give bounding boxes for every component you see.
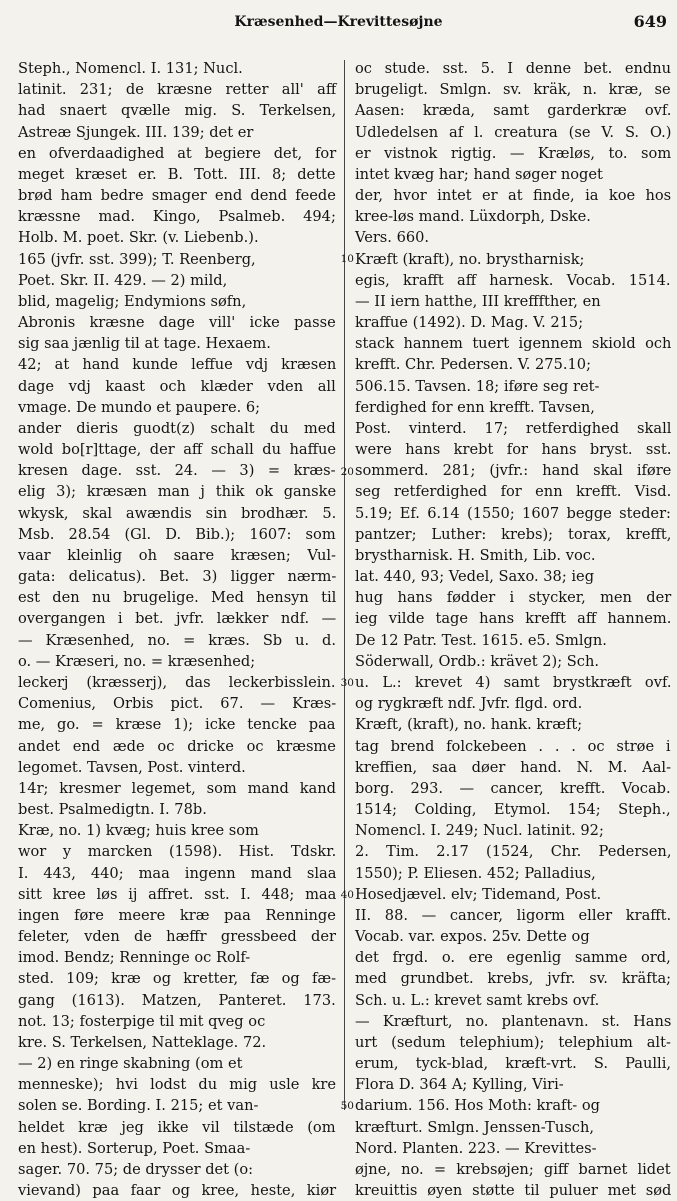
text-line: kresen dage. sst. 24. — 3) = kræs- [18,462,336,480]
text-line: meget kræset er. B. Tott. III. 8; dette [18,165,336,183]
text-line: Söderwall, Ordb.: krävet 2); Sch. [355,652,600,670]
text-line: tag brend folckebeen . . . oc strøe i [355,737,671,755]
text-line: kreuittis øyen støtte til puluer met sød [355,1182,672,1200]
text-line: erum, tyck-blad, kræft-vrt. S. Paulli, [355,1055,672,1073]
text-line: ingen føre meere kræ paa Renninge [18,906,336,924]
text-line: o. — Kræseri, no. = kræsenhed; [18,652,256,670]
text-line: vaar kleinlig oh saare kræsen; Vul- [18,546,336,564]
text-line: darium. 156. Hos Moth: kraft- og [355,1097,601,1115]
text-line: kræfturt. Smlgn. Jenssen-Tusch, [355,1118,594,1136]
text-line: — II iern hatthe, III krefffther, en [355,292,601,310]
text-line: — 2) en ringe skabning (om et [18,1055,243,1073]
text-line: er vistnok rigtig. — Kræløs, to. som [355,144,672,162]
text-line: 506.15. Tavsen. 18; iføre seg ret- [355,377,600,395]
text-line: 165 (jvfr. sst. 399); T. Reenberg, [18,250,256,268]
text-line: seg retferdighed for enn krefft. Visd. [355,483,672,501]
text-line: intet kvæg har; hand søger noget [355,165,603,183]
text-line: wold bo[r]ttage, der aff schall du haffue [18,441,337,459]
text-line: were hans krebt for hans bryst. sst. [355,441,672,459]
text-line: 1514; Colding, Etymol. 154; Steph., [355,801,671,819]
text-line: det frgd. o. ere egenlig samme ord, [355,949,671,967]
text-line: Astreæ Sjungek. III. 139; det er [18,123,254,141]
text-line: egis, krafft aff harnesk. Vocab. 1514. [355,271,671,289]
text-line: gang (1613). Matzen, Panteret. 173. [18,991,336,1009]
text-line: pantzer; Luther: krebs); torax, krefft, [355,525,672,543]
text-line: est den nu brugelige. Med hensyn til [18,589,337,607]
line-marker-10: 10 [340,253,354,265]
text-line: — Kræfturt, no. plantenavn. st. Hans [355,1012,672,1030]
text-line: u. L.: krevet 4) samt brystkræft ovf. [355,673,672,691]
text-line: 2. Tim. 2.17 (1524, Chr. Pedersen, [355,843,672,861]
text-line: blid, magelig; Endymions søfn, [18,292,247,310]
text-line: 14r; kresmer legemet, som mand kand [18,779,336,797]
column-divider [344,60,345,1110]
text-line: Hosedjævel. elv; Tidemand, Post. [355,885,602,903]
text-line: me, go. = kræse 1); icke tencke paa [18,716,336,734]
text-line: Holb. M. poet. Skr. (v. Liebenb.). [18,229,259,247]
text-line: I. 443, 440; maa ingenn mand slaa [18,864,337,882]
text-line: leckerj (kræsserj), das leckerbisslein. [18,673,336,691]
text-line: imod. Bendz; Renninge oc Rolf- [18,949,251,967]
line-marker-40: 40 [340,889,354,901]
text-line: en ofverdaadighed at begiere det, for [18,144,337,162]
text-line: Post. vinterd. 17; retferdighed skall [355,419,672,437]
text-line: legomet. Tavsen, Post. vinterd. [18,758,246,776]
text-line: hug hans fødder i stycker, men der [355,589,672,607]
text-line: kre. S. Terkelsen, Natteklage. 72. [18,1033,267,1051]
text-line: brød ham bedre smager end dend feede [18,187,336,205]
text-line: Nomencl. I. 249; Nucl. latinit. 92; [355,822,604,840]
text-line: kraffue (1492). D. Mag. V. 215; [355,314,584,332]
text-line: 42; at hand kunde leffue vdj kræsen [18,356,337,374]
text-line: best. Psalmedigtn. I. 78b. [18,801,207,819]
text-line: elig 3); kræsæn man j thik ok ganske [18,483,337,501]
line-marker-30: 30 [340,677,354,689]
text-line: lat. 440, 93; Vedel, Saxo. 38; ieg [355,568,595,586]
text-line: Abronis kræsne dage vill' icke passe [18,314,336,332]
text-line: brugeligt. Smlgn. sv. kräk, n. kræ, se [355,81,671,99]
text-line: latinit. 231; de kræsne retter all' aff [18,81,337,99]
text-line: brystharnisk. H. Smith, Lib. voc. [355,546,596,564]
text-line: Aasen: kræda, samt garderkræ ovf. [355,102,672,120]
text-line: Nord. Planten. 223. — Krevittes- [355,1139,597,1157]
text-line: kreffien, saa døer hand. N. M. Aal- [355,758,672,776]
text-line: — Kræsenhed, no. = kræs. Sb u. d. [18,631,337,649]
text-line: II. 88. — cancer, ligorm eller krafft. [355,906,672,924]
text-line: stack hannem tuert igennem skiold och [355,335,672,353]
text-line: sager. 70. 75; de drysser det (o: [18,1160,254,1178]
text-line: ferdighed for enn krefft. Tavsen, [355,398,595,416]
text-line: vmage. De mundo et paupere. 6; [18,398,261,416]
text-line: not. 13; fosterpige til mit qveg oc [18,1012,266,1030]
text-line: andet end æde oc dricke oc kræsme [18,737,336,755]
text-line: og rygkræft ndf. Jvfr. flgd. ord. [355,695,583,713]
text-line: gata: delicatus). Bet. 3) ligger nærm- [18,568,337,586]
text-line: feleter, vden de hæffr gressbeed der [18,928,336,946]
text-line: solen se. Bording. I. 215; et van- [18,1097,259,1115]
text-line: Sch. u. L.: krevet samt krebs ovf. [355,991,600,1009]
text-line: ander dieris guodt(z) schalt du med [18,419,336,437]
page-header [0,8,677,38]
text-line: wor y marcken (1598). Hist. Tdskr. [18,843,337,861]
text-line: der, hvor intet er at finde, ia koe hos [355,187,672,205]
text-line: Msb. 28.54 (Gl. D. Bib.); 1607: som [18,525,336,543]
text-line: sitt kree løs ij affret. sst. I. 448; maa [18,885,337,903]
text-line: 1550); P. Eliesen. 452; Palladius, [355,864,596,882]
text-line: med grundbet. krebs, jvfr. sv. kräfta; [355,970,672,988]
text-line: dage vdj kaast och klæder vden all [18,377,336,395]
page-number: 649 [633,12,667,31]
text-line: kree-løs mand. Lüxdorph, Dske. [355,208,591,226]
text-line: Comenius, Orbis pict. 67. — Kræs- [18,695,337,713]
text-line: Poet. Skr. II. 429. — 2) mild, [18,271,228,289]
text-line: Steph., Nomencl. I. 131; Nucl. [18,60,243,77]
text-line: wkysk, skal awændis sin brodhær. 5. [18,504,337,522]
text-line: vievand) paa faar og kree, heste, kiør [18,1182,337,1200]
text-line: Kræft (kraft), no. brystharnisk; [355,250,585,268]
text-line: 5.19; Ef. 6.14 (1550; 1607 begge steder: [355,504,671,522]
text-line: overgangen i bet. jvfr. lækker ndf. — [18,610,337,628]
text-line: De 12 Patr. Test. 1615. e5. Smlgn. [355,631,607,649]
right-column [355,58,672,1200]
text-line: oc stude. sst. 5. I denne bet. endnu [355,60,672,77]
text-line: heldet kræ jeg ikke vil tilstæde (om [18,1118,336,1136]
text-line: urt (sedum telephium); telephium alt- [355,1033,671,1051]
text-line: Kræft, (kraft), no. hank. kræft; [355,716,583,734]
running-head: Kræsenhed—Krevittesøjne [234,14,443,30]
text-line: en hest). Sorterup, Poet. Smaa- [18,1139,251,1157]
text-line: ieg vilde tage hans krefft aff hannem. [355,610,672,628]
text-line: Vocab. var. expos. 25v. Dette og [355,928,590,946]
text-line: sommerd. 281; (jvfr.: hand skal iføre [355,462,672,480]
text-line: øjne, no. = krebsøjen; giff barnet lidet [355,1160,671,1178]
line-marker-50: 50 [340,1100,354,1112]
text-line: Vers. 660. [355,229,430,247]
text-line: sig saa jænlig til at tage. Hexaem. [18,335,271,353]
text-line: sted. 109; kræ og kretter, fæ og fæ- [18,970,337,988]
text-line: borg. 293. — cancer, krefft. Vocab. [355,779,671,797]
left-column [18,58,337,1200]
text-line: Udledelsen af l. creatura (se V. S. O.) [355,123,672,141]
text-line: had snaert qvælle mig. S. Terkelsen, [18,102,337,120]
line-marker-20: 20 [340,466,354,478]
text-line: krefft. Chr. Pedersen. V. 275.10; [355,356,591,374]
text-line: menneske); hvi lodst du mig usle kre [18,1076,337,1094]
text-line: Flora D. 364 A; Kylling, Viri- [355,1076,564,1094]
text-line: kræssne mad. Kingo, Psalmeb. 494; [18,208,336,226]
text-line: Kræ, no. 1) kvæg; huis kree som [18,822,259,840]
